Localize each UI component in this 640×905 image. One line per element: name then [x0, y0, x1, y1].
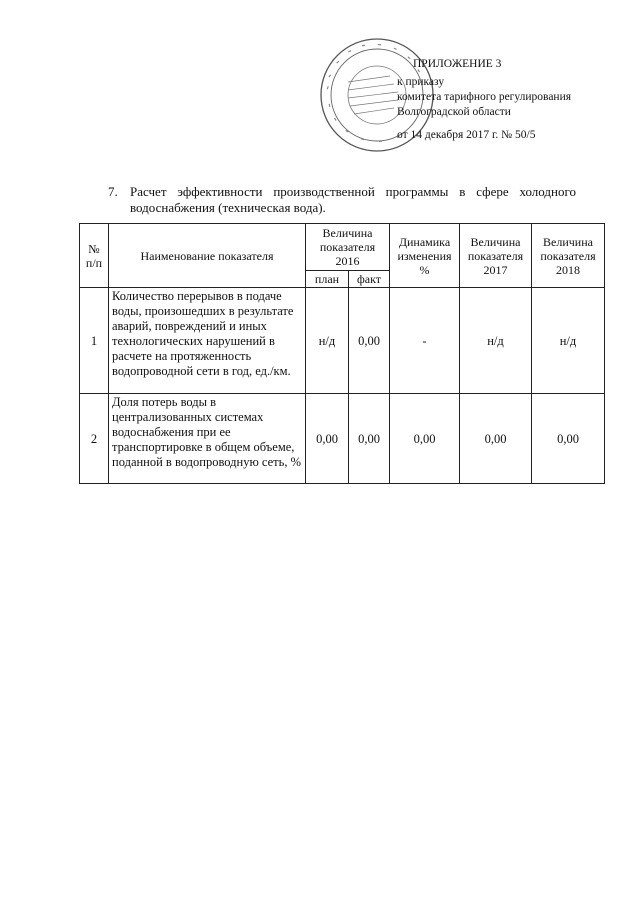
header-num: № п/п — [80, 224, 109, 288]
region-name: Волгоградской области — [397, 106, 511, 118]
row-fact: 0,00 — [349, 288, 390, 394]
row-name: Количество перерывов в подаче воды, произошедших в результате аварий, повреждений и иных технологических нарушений в расчете на протяженность водопроводной сети в год, ед./км. — [109, 288, 306, 394]
table-row — [80, 288, 605, 394]
order-date: от 14 декабря 2017 г. № 50/5 — [397, 129, 536, 141]
appendix-title: ПРИЛОЖЕНИЕ 3 — [413, 58, 502, 70]
header-fact: факт — [349, 271, 390, 288]
row-value-2018: н/д — [532, 288, 605, 394]
header-plan: план — [306, 271, 349, 288]
row-num: 1 — [80, 288, 109, 394]
row-plan: 0,00 — [306, 394, 349, 484]
committee-name: комитета тарифного регулирования — [397, 91, 572, 103]
row-fact: 0,00 — [349, 394, 390, 484]
section-title-line2: водоснабжения (техническая вода). — [130, 200, 326, 215]
section-heading — [108, 184, 576, 216]
row-name: Доля потерь воды в централизованных системах водоснабжения при ее транспортировке в общем объеме, поданной в водопроводную сеть, % — [109, 394, 306, 484]
appendix-header — [397, 57, 571, 143]
header-name: Наименование показателя — [109, 224, 306, 288]
row-value-2017: н/д — [460, 288, 532, 394]
header-value-2017: Величина показателя 2017 — [460, 224, 532, 288]
order-reference: к приказу — [397, 76, 445, 88]
header-value-2016: Величина показателя 2016 — [306, 224, 390, 271]
row-num: 2 — [80, 394, 109, 484]
row-value-2018: 0,00 — [532, 394, 605, 484]
row-dynamics: 0,00 — [390, 394, 460, 484]
table-row — [80, 394, 605, 484]
header-dynamics: Динамика изменения % — [390, 224, 460, 288]
row-plan: н/д — [306, 288, 349, 394]
section-number: 7. — [108, 184, 118, 199]
efficiency-table — [79, 223, 605, 484]
row-value-2017: 0,00 — [460, 394, 532, 484]
row-dynamics: - — [390, 288, 460, 394]
header-value-2018: Величина показателя 2018 — [532, 224, 605, 288]
section-title-line1: Расчет эффективности производственной программы в сфере холодного — [130, 184, 576, 199]
